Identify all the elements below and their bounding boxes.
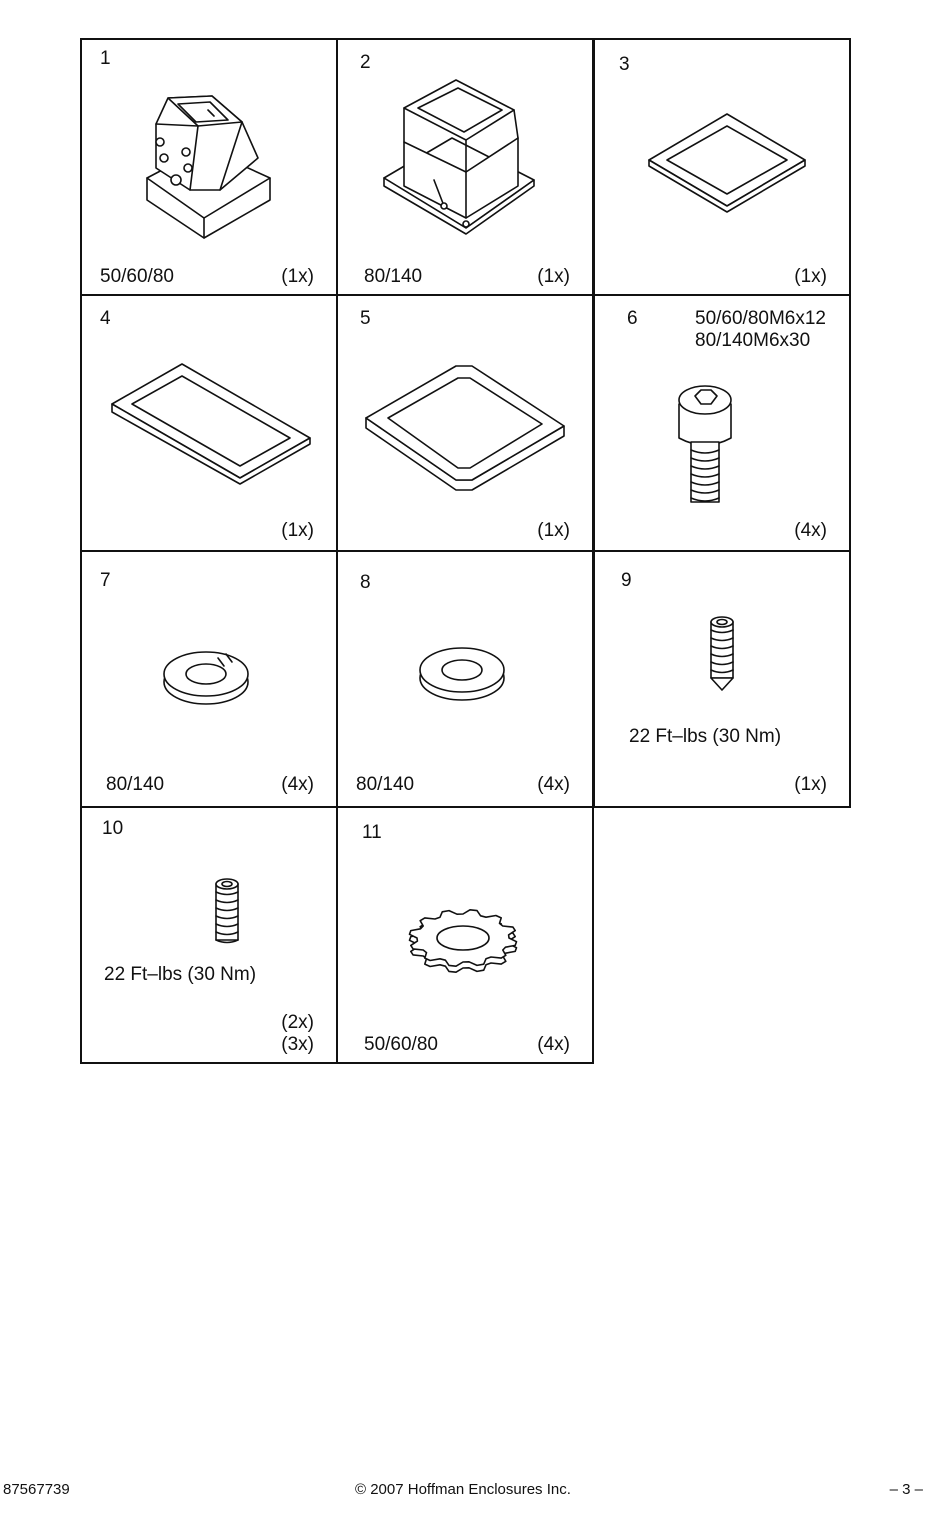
part-quantity: (1x) (537, 266, 570, 287)
square-gasket-icon (595, 40, 853, 298)
part-number: 10 (102, 818, 124, 839)
part-cell-2 (336, 38, 594, 296)
part-model: 50/60/80 (364, 1034, 438, 1055)
part-torque: 22 Ft–lbs (30 Nm) (629, 726, 782, 747)
part-cell-9 (593, 550, 851, 808)
part-number: 3 (619, 54, 630, 75)
part-cell-5 (336, 294, 594, 552)
part-number: 4 (100, 308, 111, 329)
part-number: 5 (360, 308, 371, 329)
part-cell-11 (336, 806, 594, 1064)
part-quantity: (4x) (794, 520, 827, 541)
document-number: 87567739 (3, 1481, 70, 1498)
page-number: – 3 – (889, 1481, 923, 1498)
part-cell-6 (593, 294, 851, 552)
part-quantity: (1x) (794, 774, 827, 795)
part-torque: 22 Ft–lbs (30 Nm) (104, 964, 257, 985)
part-number: 1 (100, 48, 111, 69)
part-quantity: (1x) (794, 266, 827, 287)
part-cell-4 (80, 294, 338, 552)
hinged-adapter-icon (338, 40, 596, 298)
part-number: 6 (627, 308, 638, 329)
external-tooth-lock-washer-icon (338, 808, 596, 1066)
part-quantity: (1x) (281, 520, 314, 541)
part-quantity: (4x) (537, 774, 570, 795)
part-number: 8 (360, 572, 371, 593)
part-quantity: (4x) (537, 1034, 570, 1055)
part-cell-3 (593, 38, 851, 296)
part-cell-7 (80, 550, 338, 808)
rectangular-gasket-icon (82, 296, 340, 554)
part-number: 9 (621, 570, 632, 591)
washer-hole (437, 926, 489, 950)
adapter-base-icon (82, 40, 340, 298)
socket-cap-screw-icon (595, 296, 853, 554)
part-spec-line-2: 80/140M6x30 (695, 330, 811, 351)
part-quantity: (1x) (281, 266, 314, 287)
part-model: 80/140 (356, 774, 415, 795)
part-quantity-line-2: (3x) (281, 1034, 314, 1055)
part-model: 80/140 (364, 266, 423, 287)
split-lock-washer-icon (82, 552, 340, 810)
part-quantity: (1x) (537, 520, 570, 541)
part-cell-10 (80, 806, 338, 1064)
copyright-notice: © 2007 Hoffman Enclosures Inc. (355, 1481, 571, 1498)
part-quantity: (4x) (281, 774, 314, 795)
part-number: 2 (360, 52, 371, 73)
part-cell-8 (336, 550, 594, 808)
flat-washer-icon (338, 552, 596, 810)
part-quantity-line-1: (2x) (281, 1012, 314, 1033)
part-model: 50/60/80 (100, 266, 174, 287)
set-screw-pointed-icon (595, 552, 853, 810)
part-number: 7 (100, 570, 111, 591)
octagonal-gasket-icon (338, 296, 596, 554)
part-number: 11 (362, 822, 382, 843)
part-cell-1 (80, 38, 338, 296)
parts-grid (80, 38, 851, 1064)
part-model: 80/140 (106, 774, 165, 795)
part-spec-line-1: 50/60/80M6x12 (695, 308, 826, 329)
